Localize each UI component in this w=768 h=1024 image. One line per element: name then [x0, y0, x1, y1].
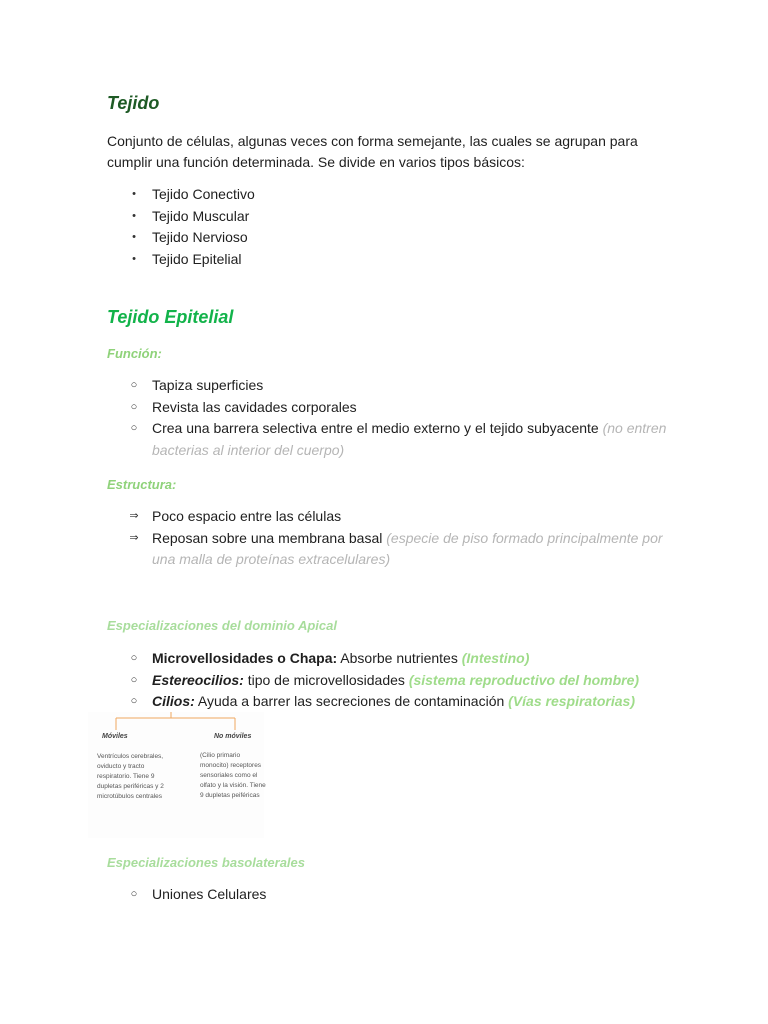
basolateral-heading: Especializaciones basolaterales: [107, 855, 305, 870]
note-text: (especie de piso formado principalmente por una malla de proteínas extracelulares): [152, 529, 663, 567]
bullet-icon: •: [132, 231, 136, 243]
circle-bullet-icon: ○: [130, 673, 138, 686]
estructura-list: [107, 506, 667, 571]
apical-list: [107, 648, 667, 713]
funcion-heading: Función:: [107, 346, 162, 361]
diagram-heading-no-moviles: No móviles: [214, 733, 252, 740]
circle-bullet-icon: ○: [130, 652, 138, 664]
list-item: ○ Tapiza superficies: [107, 375, 667, 397]
list-item: ⇒ Poco espacio entre las células: [107, 506, 667, 528]
circle-bullet-icon: ○: [130, 400, 138, 413]
basolateral-list: [107, 884, 667, 906]
list-item: ○ Revista las cavidades corporales: [107, 397, 667, 419]
cilios-diagram: [88, 712, 264, 838]
circle-bullet-icon: ○: [130, 379, 138, 391]
funcion-list: [107, 375, 667, 461]
section-title-tejido-epitelial: Tejido Epitelial: [107, 307, 234, 327]
list-item: ○ Microvellosidades o Chapa: Absorbe nutrientes (Intestino): [107, 648, 667, 670]
list-item: • Tejido Muscular: [107, 206, 667, 228]
estructura-heading: Estructura:: [107, 477, 177, 492]
circle-bullet-icon: ○: [130, 888, 138, 900]
section-title-tejido: Tejido: [107, 93, 160, 113]
arrow-bullet-icon: ⇒: [129, 531, 139, 544]
note-text: (no entren bacterias al interior del cuerpo): [152, 420, 667, 458]
note-text: (Vías respiratorias): [508, 693, 635, 709]
list-item: ○ Estereocilios: tipo de microvellosidades (sistema reproductivo del hombre): [107, 670, 667, 692]
bullet-icon: •: [132, 252, 136, 265]
apical-heading: Especializaciones del dominio Apical: [107, 618, 337, 633]
list-item: ⇒ Reposan sobre una membrana basal (especie de piso formado principalmente por una malla de proteínas extracelulares): [107, 528, 667, 571]
list-item: • Tejido Nervioso: [107, 227, 667, 249]
list-item: • Tejido Conectivo: [107, 184, 667, 206]
list-item: ○ Cilios: Ayuda a barrer las secreciones de contaminación (Vías respiratorias): [107, 691, 667, 713]
diagram-heading-moviles: Móviles: [102, 733, 128, 740]
list-item: ○ Crea una barrera selectiva entre el medio externo y el tejido subyacente (no entren bacterias al interior del cuerpo): [107, 418, 667, 461]
bullet-icon: •: [132, 188, 136, 200]
tejido-description: Conjunto de células, algunas veces con forma semejante, las cuales se agrupan para cumplir una función determinada. Se divide en varios tipos básicos:: [107, 133, 638, 170]
bullet-icon: •: [132, 209, 136, 222]
arrow-bullet-icon: ⇒: [129, 510, 139, 522]
circle-bullet-icon: ○: [130, 422, 138, 434]
note-text: (sistema reproductivo del hombre): [408, 671, 640, 688]
diagram-text-moviles: Ventrículos cerebrales, oviducto y tracto respiratorio. Tiene 9 dupletas periféricas y 2 microtúbulos centrales: [97, 753, 164, 800]
note-text: (Intestino): [461, 650, 530, 666]
tejido-types-list: [107, 184, 667, 270]
list-item: ○ Uniones Celulares: [107, 884, 667, 906]
list-item: • Tejido Epitelial: [107, 249, 667, 271]
diagram-text-no-moviles: (Cilio primario monocito) receptores sensoriales como el olfato y la visión. Tiene 9 dupletas peiféricas: [200, 752, 266, 799]
circle-bullet-icon: ○: [130, 695, 138, 707]
